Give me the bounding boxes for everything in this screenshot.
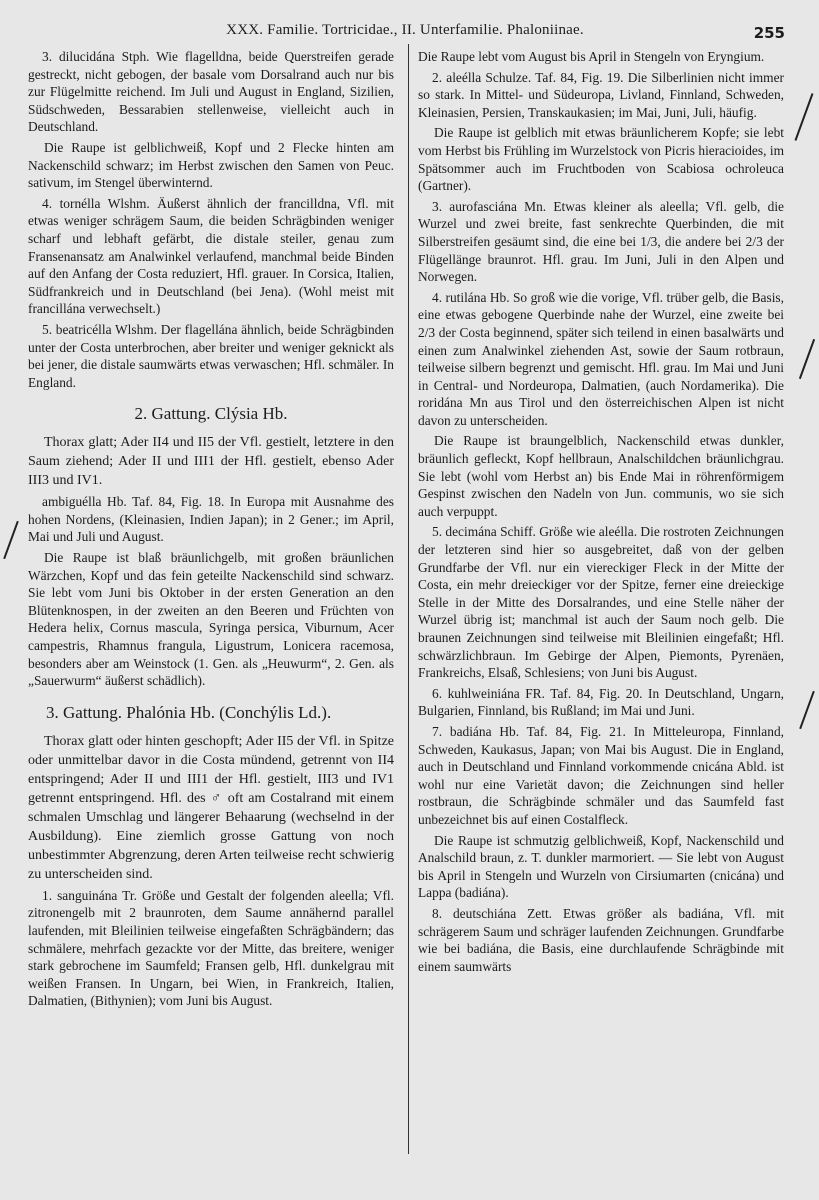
page-header <box>0 20 819 48</box>
species-entry-sanguinana: 1. sanguinána Tr. Größe und Gestalt der folgenden aleella; Vfl. zitronengelb mit 2 braunroten, dem Saume annähernd parallel laufenden, mit Bleilinien teilweise eingefaßten Schrägbändern; das schmälere, mehrfach gezackte vor der Mitte, das breitere, weniger stark gebrochene im Saumfeld; Fransen gelb, Hfl. dunkelgrau mit weißen Fransen. In Ungarn, bei Wien, in Frankreich, Italien, Dalmatien, (Bithynien); vom Juni bis August. <box>28 887 394 1009</box>
right-column <box>418 48 784 978</box>
species-entry-beatricella: 5. beatricélla Wlshm. Der flagellána ähnlich, beide Schrägbinden unter der Costa unterbrochen, aber breiter und weniger geknickt als bei jener, die distale saumwärts etwas verwaschen; Hfl. schmäler. In England. <box>28 321 394 390</box>
larva-description: Die Raupe ist blaß bräunlichgelb, mit großen bräunlichen Wärzchen, Kopf und das fein geteilte Nackenschild sind schwarz. Sie lebt vom Juni bis Oktober in der ersten Generation an den Blütenknospen, in der zweiten an den Beeren und Früchten von Hedera helix, Cornus mascula, Syringa persica, Viburnum, Acer campestris, Rhamnus frangula, Ligustrum, Lonicera racemosa, besonders aber am Weinstock (1. Gen. als „Heuwurm“, 2. Gen. als „Sauerwurm“ äußerst schädlich). <box>28 550 394 689</box>
genus-heading-clysia: 2. Gattung. Clýsia Hb. <box>134 404 288 424</box>
species-entry-aurofasciana: 3. aurofasciána Mn. Etwas kleiner als aleella; Vfl. gelb, die Wurzel und zwei breite, fast senkrechte Querbinden, die mit Silberstreifen gesäumt sind, die eine bei 1/3, die andere bei 2/3 der Flügellänge braunrot. Hfl. grau. Im Juni, Juli in den Alpen und Norwegen. <box>418 198 784 285</box>
larva-description: Die Raupe ist gelblichweiß, Kopf und 2 Flecke hinten am Nackenschild schwarz; im Herbst zwischen den Samen von Peuc. sativum, im Stengel überwinternd. <box>28 139 394 191</box>
genus-description-phalonia: Thorax glatt oder hinten geschopft; Ader II5 der Vfl. in Spitze oder unmittelbar davor in die Costa mündend, getrennt von II4 entspringend; Ader II und III1 der Hfl. gestielt, III3 und IV1 getrennt entspringend. Hfl. des ♂ oft am Costalrand mit einem schmalen Umschlag und längerer Behaarung (wechselnd in der Ausbildung). Eine ziemlich grosse Gattung von noch unbestimmter Abgrenzung, deren Arten teilweise recht schwierig zu unterscheiden sind. <box>28 733 394 882</box>
margin-pencil-mark <box>799 339 815 379</box>
larva-description: Die Raupe ist braungelblich, Nackenschild etwas dunkler, bräunlich gefleckt, Kopf hellbraun, Analschildchen bräunlichgrau. Sie lebt (wohl vom Herbst an) bis Ende Mai in röhrenförmigem Gespinst zwischen den Nadeln von Jun. communis, wo sie sich auch verpuppt. <box>418 433 784 519</box>
page-number: 255 <box>753 24 785 42</box>
column-divider <box>408 44 409 1154</box>
larva-description: Die Raupe lebt vom August bis April in Stengeln von Eryngium. <box>418 49 765 64</box>
species-entry-kuhlweiniana: 6. kuhlweiniána FR. Taf. 84, Fig. 20. In Deutschland, Ungarn, Bulgarien, Finnland, bis Rußland; im Mai und Juni. <box>418 685 784 719</box>
larva-description: Die Raupe ist gelblich mit etwas bräunlicherem Kopfe; sie lebt vom Herbst bis Frühling im Wurzelstock von Picris hieracioides, im Spätsommer auch im Fruchtboden von Scabiosa ochroleuca (Gartner). <box>418 125 784 194</box>
species-entry-tornella: 4. tornélla Wlshm. Äußerst ähnlich der francilldna, Vfl. mit etwas weniger schrägem Saum, die beiden Schrägbinden weniger scharf und lebhaft gefärbt, die distale steiler, genau zum Fransenansatz am Analwinkel verlaufend, manchmal beide Binden auf den Anfang der Costa reduziert, Hfl. grauer. In Corsica, Italien, Südfrankreich und in Deutschland (bei Jena). (Wohl meist mit francillána verwechselt.) <box>28 195 394 317</box>
species-entry-dilucidana: 3. dilucidána Stph. Wie flagelldna, beide Querstreifen gerade gestreckt, nicht gebogen, der basale vom Dorsalrand auch nur bis zur Flügelmitte reichend. Im Juli und August in England, Sizilien, Südschweden, Bessarabien stellenweise, vielleicht auch in Deutschland. <box>28 49 394 135</box>
left-column <box>28 48 394 1013</box>
margin-pencil-mark <box>795 93 814 141</box>
species-entry-ambiguella: ambiguélla Hb. Taf. 84, Fig. 18. In Europa mit Ausnahme des hohen Nordens, (Kleinasien, Indien Japan); in 2 Gener.; im April, Mai und Juli und August. <box>28 494 394 545</box>
running-title: XXX. Familie. Tortricidae., II. Unterfamilie. Phaloniinae. <box>226 22 584 38</box>
species-entry-rutilana: 4. rutilána Hb. So groß wie die vorige, Vfl. trüber gelb, die Basis, eine etwas gebogene Querbinde nahe der Wurzel, eine zweite bei 2/3 der Costa beginnend, später sich teilend in einen basalwärts und einen zum Analwinkel ziehenden Ast, sowie der Saum rotbraun, teilweise silbern begrenzt und gemischt. Hfl. grau. Im Mai und Juni in Central- und Nordeuropa, Dalmatien, (auch Nordamerika). Die roridána Mn aus Tirol und den österreichischen Alpen ist nicht davon zu unterscheiden. <box>418 289 784 428</box>
species-entry-decimana: 5. decimána Schiff. Größe wie aleélla. Die rostroten Zeichnungen der letzteren sind hier so ausgebreitet, daß von der gelben Grundfarbe der Vfl. nur ein viereckiger Fleck in der Mitte der Costa, ein mehr dreieckiger vor der Spitze, ferner eine dreieckige Stelle in der Mitte des Dorsalrandes, und eine Stelle näher der Wurzel übrig ist; manchmal ist auch der Saum noch gelb. Die braunen Zeichnungen sind teilweise mit Bleilinien eingefaßt; Hfl. schwärzlichbraun. Im Gebirge der Alpen, Piemonts, Pyrenäen, Frankreichs, Elsaß, Schlesiens; von Juni bis August. <box>418 524 784 681</box>
species-entry-aleella: 2. aleélla Schulze. Taf. 84, Fig. 19. Die Silberlinien nicht immer so stark. In Mittel- und Südeuropa, Livland, Finnland, Schweden, Kleinasien, Persien, Transkaukasien; im Mai, Juni, Juli, häufig. <box>418 69 784 120</box>
species-entry-deutschiana: 8. deutschiána Zett. Etwas größer als badiána, Vfl. mit schrägerem Saum und schräger laufenden Zeichnungen. Grundfarbe wie bei badiána, die Basis, eine durchlaufende Schrägbinde mit einem saumwärts <box>418 905 784 974</box>
margin-pencil-mark <box>3 521 19 559</box>
genus-description-clysia: Thorax glatt; Ader II4 und II5 der Vfl. gestielt, letztere in den Saum ziehend; Ader II und III1 der Hfl. gestielt, ebenso Ader III3 und IV1. <box>28 435 394 489</box>
larva-description: Die Raupe ist schmutzig gelblichweiß, Kopf, Nackenschild und Analschild braun, z. T. dunkler marmoriert. — Sie lebt von August bis April in Stengeln und Wurzeln von Cirsiumarten (cnicána) und Lappa (badiána). <box>418 832 784 901</box>
margin-pencil-mark <box>799 691 815 729</box>
genus-heading-phalonia: 3. Gattung. Phalónia Hb. (Conchýlis Ld.). <box>46 702 332 722</box>
species-entry-badiana: 7. badiána Hb. Taf. 84, Fig. 21. In Mitteleuropa, Finnland, Schweden, Kaukasus, Japan; von Mai bis August. Die in England, auch in Deutschland und Finnland vorkommende cnicána Abld. ist wohl nur eine Varietät davon; die Zeichnungen sind heller rostbraun, die Schrägbinde schmäler und das Saumfeld fast unbezeichnet bis auf einen Costalfleck. <box>418 723 784 827</box>
